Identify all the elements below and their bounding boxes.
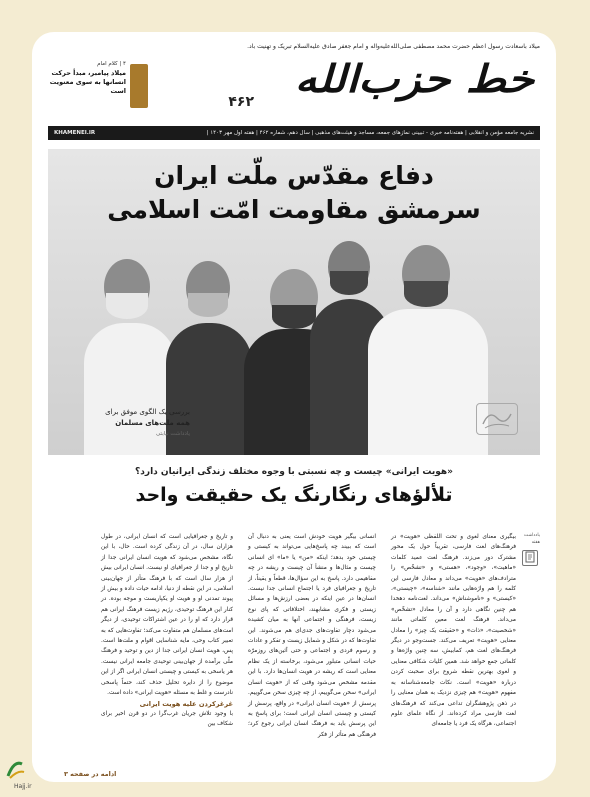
hero-photo	[48, 149, 540, 455]
continue-link[interactable]: ادامه در صفحه ۳	[64, 770, 117, 778]
side-teaser-section: ۴ | کلام امام	[97, 61, 126, 67]
masthead	[48, 54, 540, 116]
info-bar	[48, 126, 540, 140]
side-teaser-subtitle: انسانها به سوی معنویت است	[49, 78, 126, 95]
article-column-3-text: و تاریخ و جغرافیایی است که انسان ایرانی، در طول هزاران سال، در آن زندگی کرده است. حال، با این نگاه، مشخص می‌شود که هویت انسان ایرانی جدا از تاریخ او و جدا از جغرافیای او نیست. انسان ایرانی بیش از هزار سال است که با فرهنگ متأثر از جهان‌بینی اسلامی، در این نقطه از دنیا، ادامه حیات داده و بیش از پیوند تمدنی او و هویت او یکپاریست و موجه بوده. در کنار این فرهنگ توحیدی، رژیم زیست فرهنگ ایرانی هم قرار دارد که او را در عین اشتراکات توحیدی، از دیگر امت‌های مسلمان هم متفاوت می‌کند؛ تفاوت‌هایی که به تعبیر کتاب وحی، مایه شناسایی اقوام و ملت‌ها است. پس، هویت انسان ایرانی جدا از دین و توحید و فرهنگ ملّی برآمده از جهان‌بینی توحیدی جامعه ایرانی نیست. هر یاسخی به کیستی و چیستی انسان ایرانی اگر از این موضوع را از دایره تحلیل حذف کند، حتماً پاسخی نادرست و غلط به مسئله «هویت ایرانی» داده است.	[101, 534, 233, 697]
article-title: تلألؤهای رنگارنگ یک حقیقت واحد	[135, 484, 453, 506]
article-column-2: انسانی بیگیر هویت خودش است یعنی به دنبال آن است که ببیند چه پاسخ‌هایی می‌تواند به کیستی و چیستی خود بدهد؛ اینکه «من» یا «ما» ای انسانی چیست و مثال‌ها و منشأ آن چیست و ریشه در چه مفاهیمی دارد. پاسخ به این سؤال‌ها، قطعاً و یقیناً، از تاریخ و جغرافیای فرد یا اجتماع انسانی جدا نیست. انسان‌ها در عین اینکه در بعضی ارزش‌ها و مسائل زیستی و فکری مشابهند، اختلافاتی که پای نوع زیست، فرهنگی و اجتماعی آنها به میان کشیده می‌شود دچار تفاوت‌های جدی‌ای هم می‌شوند. این تفاوت‌ها که در شکل و شمایل زیست و تفکر و عادات و رسوم فردی و اجتماعی و حتی آئین‌های روزمرّه حیات انسانی متبلور می‌شود، برخاسته از یک نظام معنایی است که ریشه در هویت انسان‌ها دارد. با این مقدمه مشخص می‌شود وقتی که از «هویت انسان ایرانی» سخن می‌گوییم، از چه چیزی سخن می‌گوییم. پرسش از «هویت انسان ایرانی» در واقع، پرسش از کیستی و چیستی انسان ایرانی است؛ برای پاسخ به این پرسش باید به فرهنگ انسان ایرانی رجوع کرد؛ فرهنگی هم متأثر از فکر	[248, 534, 376, 738]
hero-headline-2: سرمشق مقاومت امّت اسلامی	[107, 195, 481, 224]
hajj-logo-icon	[4, 758, 26, 780]
side-badge-icon	[130, 64, 148, 108]
newsletter-page	[32, 32, 556, 782]
article-column-1: بیگیری معنای لغوی و تحت اللفظی «هویت» در فرهنگ‌های لغت فارسی، تقریباً حول یک محور مشترک دور می‌زند. فرهنگ لغت عمید کلمات «ماهیت»، «وجود»، «هستی» و «تشخّص» را مترادف‌های «هویت» می‌داند و معادل فارسی این کلمه را هم واژه‌هایی مانند «شناسه»، «چیستی»، «کیستی» و «ناموشناش» می‌داند. لغت‌نامه دهخدا هم چنین نگاهی دارد و آن را معادل «تشخّص» می‌داند. فرهنگ لغت معین کلماتی مانند «شخصیت»، «ذات» و «حقیقت یک چیز» را معادل معنایی «هویت» تعریف می‌کند. جست‌وجو در دیگر فرهنگ‌های لغت هم، کمابیش، سه چنین واژه‌ها و کلماتی جمع خواهد شد. همین کلیات شکافی معنایی و لغوی بهترین نقطه شروع برای صحبت کردن درباره «هویت» است. نکات جامعه‌شناسانه به مفهوم «هویت» هم چیزی نزدیک به همان معنایی را در ذهن پژوهشگران تداعی می‌کند که فرهنگ‌های لغت فارسی مراد کرده‌اند. از نگاه علمای علوم اجتماعی، هرگاه یک فرد یا جامعه‌ای	[391, 534, 516, 728]
rail-label: یادداشت هفته	[523, 533, 540, 545]
article-column-3	[101, 532, 233, 730]
hero-caption-line1: بررسی یک الگوی موفق برای	[105, 408, 190, 416]
hero-caption-credit: یادداشت نیابتی	[155, 431, 190, 437]
article-rail	[522, 532, 540, 592]
document-icon	[522, 550, 538, 566]
article-body	[48, 532, 540, 778]
issue-number: ۴۶۲	[228, 94, 254, 110]
publication-logo: خط حزب‌الله	[294, 56, 534, 101]
greeting-line: میلاد باسعادت رسول اعظم حضرت محمد مصطفی صلی‌الله‌علیه‌وآله و امام جعفر صادق علیه‌السلام تبریک و تهنیت باد.	[247, 43, 540, 50]
article-column-3-tail: با وجود تلاش جریان غرب‌گرا در دو قرن اخیر برای شکاف بین	[101, 710, 233, 728]
article-kicker: «هویت ایرانی» چیست و چه نسبتی با وجوه مختلف زندگی ایرانیان دارد؟	[135, 467, 453, 477]
info-bar-text: نشریه جامعه مؤمن و انقلابی | هفته‌نامه خبری - تبیینی نمازهای جمعه، مساجد و هیئت‌های مذهبی | سال دهم، شماره ۴۶۲ | هفته اول مهر ۱۴۰۳ |	[206, 130, 534, 136]
side-teaser-title: میلاد پیامبر، مبدأ حرکت	[51, 69, 126, 77]
footer-brand[interactable]: Hajj.ir	[14, 783, 32, 790]
article-subhead: غرغرکردن علیه هویت ایرانی	[139, 699, 233, 708]
hero-headline-1: دفاع مقدّس ملّت ایران	[154, 161, 434, 190]
khamenei-watermark-icon	[476, 403, 518, 435]
hero-caption[interactable]	[70, 407, 190, 440]
site-link[interactable]: KHAMENEI.IR	[54, 130, 96, 136]
figure-5	[368, 245, 488, 455]
side-teaser[interactable]	[48, 60, 126, 96]
hero-caption-line2: همه ملت‌های مسلمان	[115, 419, 190, 427]
